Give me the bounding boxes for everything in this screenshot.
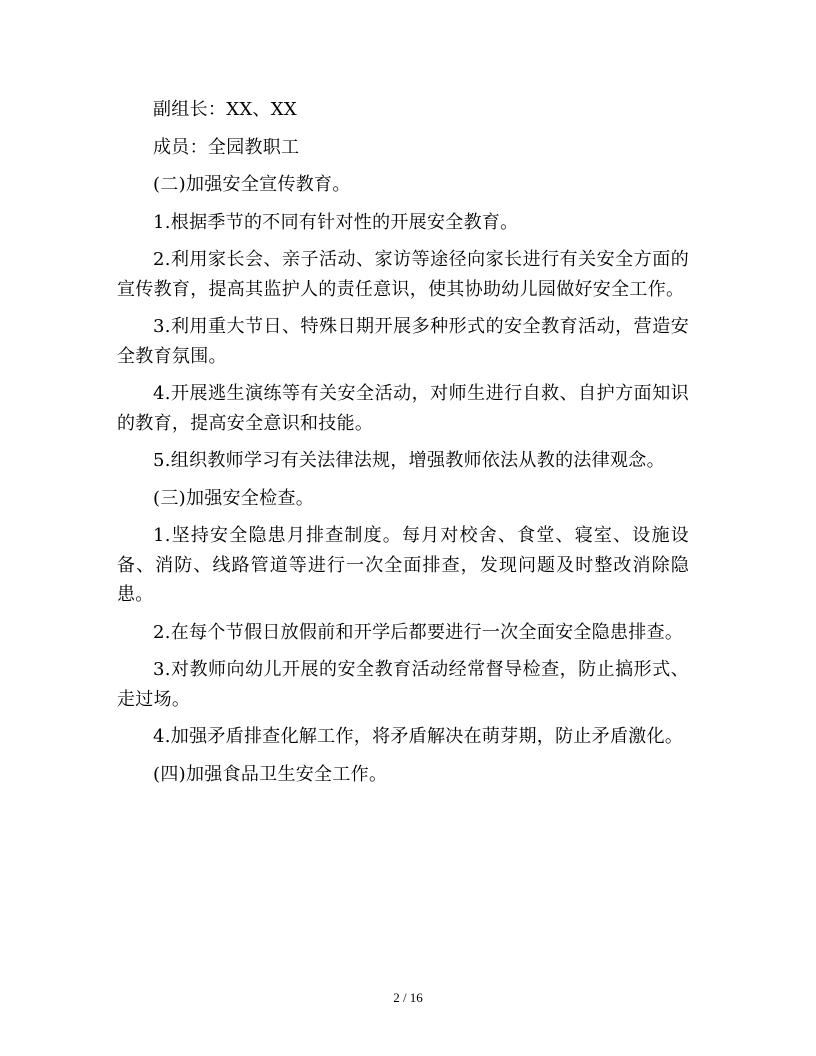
page-number: 2 / 16 [393, 990, 423, 1005]
paragraph-inspection-item-1: 1.坚持安全隐患月排查制度。每月对校舍、食堂、寝室、设施设备、消防、线路管道等进行一次全面排查，发现问题及时整改消除隐患。 [117, 525, 689, 605]
paragraph-education-item-2: 2.利用家长会、亲子活动、家访等途径向家长进行有关安全方面的宣传教育，提高其监护人的责任意识，使其协助幼儿园做好安全工作。 [117, 249, 689, 300]
paragraph-inspection-item-4: 4.加强矛盾排查化解工作，将矛盾解决在萌芽期，防止矛盾激化。 [153, 726, 684, 747]
paragraph-inspection-item-2: 2.在每个节假日放假前和开学后都要进行一次全面安全隐患排查。 [153, 621, 684, 643]
document-body [117, 95, 689, 797]
paragraph-education-item-1: 1.根据季节的不同有针对性的开展安全教育。 [153, 211, 519, 233]
section-heading-food-safety: (四)加强食品卫生安全工作。 [153, 763, 388, 785]
paragraph-education-item-4: 4.开展逃生演练等有关安全活动，对师生进行自救、自护方面知识的教育，提高安全意识和技能。 [117, 383, 689, 434]
paragraph-education-item-3: 3.利用重大节日、特殊日期开展多种形式的安全教育活动，营造安全教育氛围。 [117, 316, 689, 367]
paragraph-inspection-item-3: 3.对教师向幼儿开展的安全教育活动经常督导检查，防止搞形式、走过场。 [117, 659, 689, 710]
section-heading-safety-inspection: (三)加强安全检查。 [153, 487, 315, 509]
section-heading-safety-education: (二)加强安全宣传教育。 [153, 174, 351, 195]
paragraph-deputy-leaders: 副组长：XX、XX [153, 99, 297, 120]
paragraph-members: 成员：全园教职工 [153, 136, 300, 158]
paragraph-education-item-5: 5.组织教师学习有关法律法规，增强教师依法从教的法律观念。 [153, 450, 665, 471]
